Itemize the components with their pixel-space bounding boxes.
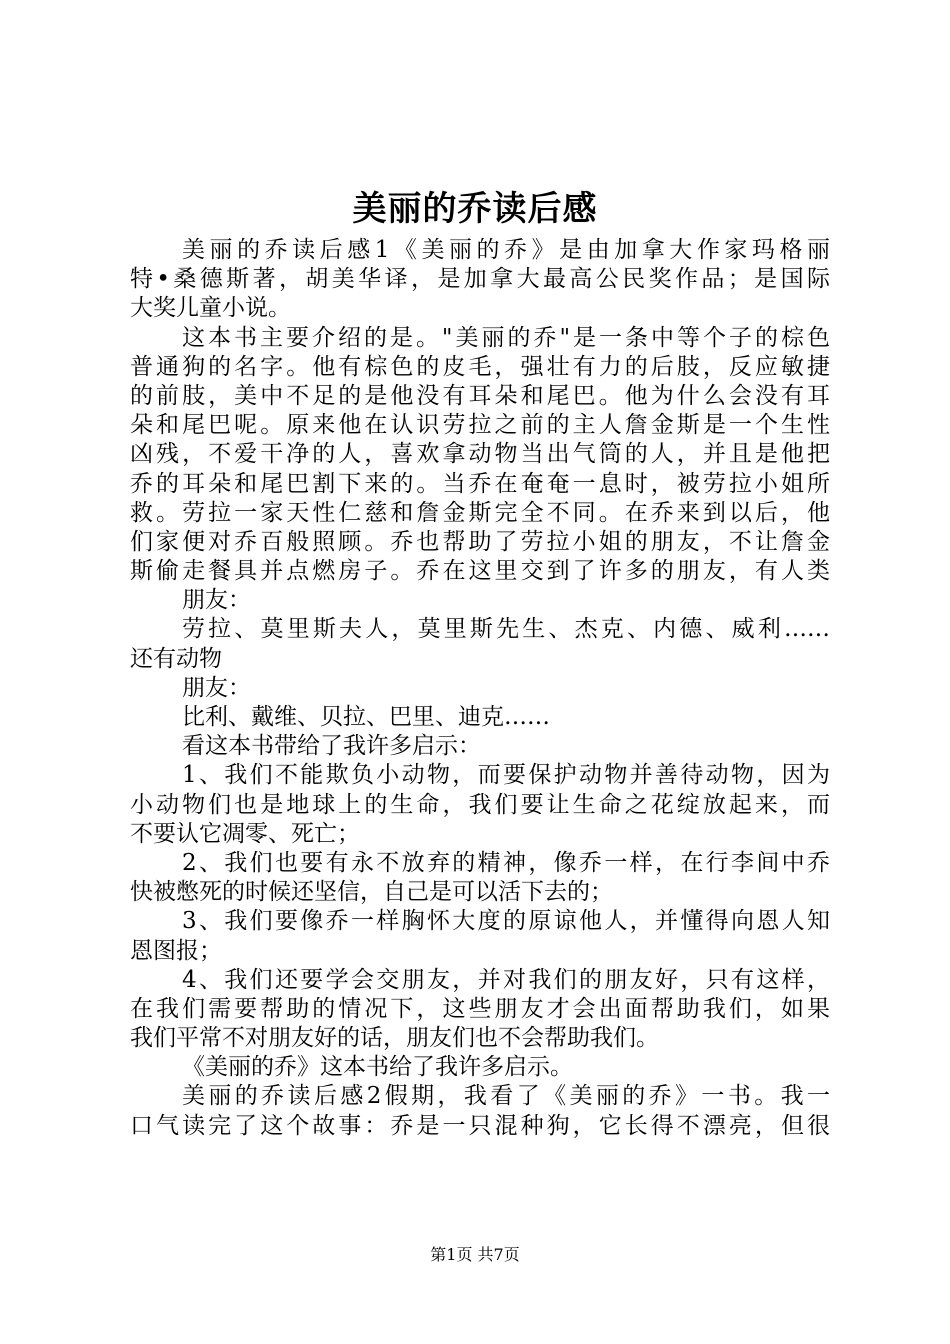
text-line: 朋友： (182, 674, 251, 701)
text-line: 劳拉、莫里斯夫人，莫里斯先生、杰克、内德、威利…… (182, 616, 830, 643)
text-line: 还有动物 (130, 645, 222, 672)
text-line: 特•桑德斯著，胡美华译，是加拿大最高公民奖作品；是国际 (130, 266, 830, 293)
text-line: 大奖儿童小说。 (130, 295, 291, 322)
text-line: 们家便对乔百般照顾。乔也帮助了劳拉小姐的朋友，不让詹金 (130, 528, 830, 555)
document-body (130, 236, 830, 1141)
text-line: 美丽的乔读后感2假期，我看了《美丽的乔》一书。我一 (182, 1083, 830, 1110)
text-line: 1、我们不能欺负小动物，而要保护动物并善待动物，因为 (182, 762, 830, 789)
text-line: 看这本书带给了我许多启示： (182, 733, 481, 760)
text-line: 乔的耳朵和尾巴割下来的。当乔在奄奄一息时，被劳拉小姐所 (130, 470, 830, 497)
text-line: 《美丽的乔》这本书给了我许多启示。 (182, 1054, 573, 1081)
text-line: 凶残，不爱干净的人，喜欢拿动物当出气筒的人，并且是他把 (130, 441, 830, 468)
text-line: 2、我们也要有永不放弃的精神，像乔一样，在行李间中乔 (182, 849, 830, 876)
text-line: 朋友： (182, 587, 251, 614)
text-line: 普通狗的名字。他有棕色的皮毛，强壮有力的后肢，反应敏捷 (130, 353, 830, 380)
text-line: 比利、戴维、贝拉、巴里、迪克…… (182, 704, 550, 730)
text-line: 小动物们也是地球上的生命，我们要让生命之花绽放起来，而 (130, 791, 830, 818)
text-line: 3、我们要像乔一样胸怀大度的原谅他人，并懂得向恩人知 (182, 908, 830, 935)
page-number-footer: 第1页 共7页 (430, 1245, 520, 1264)
text-line: 不要认它凋零、死亡； (130, 820, 360, 847)
text-line: 的前肢，美中不足的是他没有耳朵和尾巴。他为什么会没有耳 (130, 382, 830, 409)
text-line: 我们平常不对朋友好的话，朋友们也不会帮助我们。 (130, 1025, 659, 1052)
text-line: 美丽的乔读后感1《美丽的乔》是由加拿大作家玛格丽 (182, 237, 830, 263)
text-line: 快被憋死的时候还坚信，自己是可以活下去的； (130, 879, 613, 906)
text-line: 这本书主要介绍的是。"美丽的乔"是一条中等个子的棕色 (182, 324, 830, 351)
text-line: 斯偷走餐具并点燃房子。乔在这里交到了许多的朋友，有人类 (130, 558, 830, 585)
text-line: 朵和尾巴呢。原来他在认识劳拉之前的主人詹金斯是一个生性 (130, 412, 830, 439)
text-line: 口气读完了这个故事：乔是一只混种狗，它长得不漂亮，但很 (130, 1112, 830, 1139)
text-line: 恩图报； (130, 937, 222, 964)
text-line: 救。劳拉一家天性仁慈和詹金斯完全不同。在乔来到以后，他 (130, 499, 830, 526)
page-title: 美丽的乔读后感 (352, 189, 598, 229)
text-line: 在我们需要帮助的情况下，这些朋友才会出面帮助我们，如果 (130, 995, 830, 1022)
text-line: 4、我们还要学会交朋友，并对我们的朋友好，只有这样， (182, 966, 830, 993)
